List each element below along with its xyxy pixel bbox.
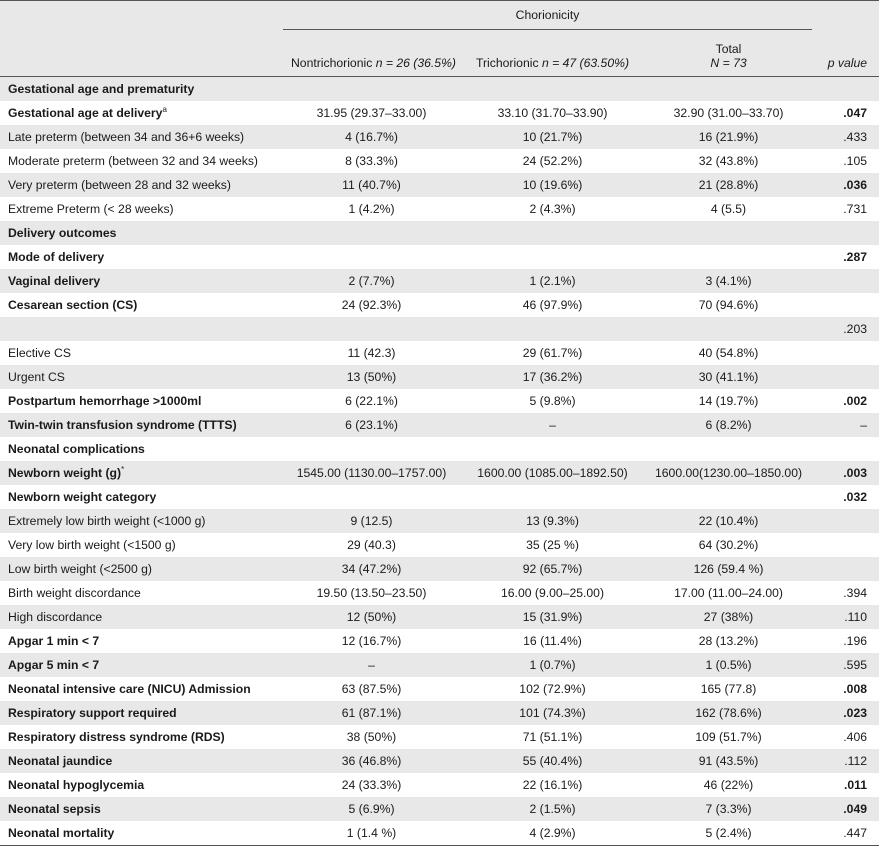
cell-pvalue: .003	[812, 461, 879, 485]
cell-nontrichorionic: 19.50 (13.50–23.50)	[316, 586, 427, 600]
cell-total: 6 (8.2%)	[645, 413, 812, 437]
row-label	[0, 77, 283, 102]
header-empty-cell	[0, 30, 283, 77]
row-label	[0, 413, 283, 437]
footnote-marker: a	[162, 105, 167, 115]
cell-total	[645, 485, 812, 509]
row-label-text: Gestational age at delivery	[8, 106, 163, 121]
row-label	[0, 821, 283, 846]
cell-pvalue: –	[812, 413, 879, 437]
cell-nontrichorionic: 2 (7.7%)	[283, 269, 460, 293]
cell-pvalue: .002	[843, 394, 868, 408]
row-label	[0, 749, 283, 773]
cell-nontrichorionic: 12 (16.7%)	[341, 634, 402, 648]
row-label-text: Newborn weight (g)	[8, 466, 122, 481]
row-label	[0, 509, 283, 533]
cell-trichorionic: 16.00 (9.00–25.00)	[501, 586, 604, 600]
col-trichorionic-n: n = 47 (63.50%)	[541, 56, 629, 70]
row-label	[0, 389, 283, 413]
col-trichorionic-label: Trichorionic	[476, 56, 539, 70]
row-label	[0, 437, 283, 461]
cell-trichorionic: 29 (61.7%)	[522, 346, 583, 360]
cell-total: 109 (51.7%)	[695, 730, 762, 744]
row-label-text: Apgar 5 min < 7	[8, 658, 100, 672]
table-row	[0, 701, 879, 725]
cell-nontrichorionic: 9 (12.5)	[283, 509, 460, 533]
cell-trichorionic	[460, 245, 645, 269]
cell-nontrichorionic: 1 (4.2%)	[348, 202, 395, 216]
cell-pvalue	[812, 557, 879, 581]
table-row	[0, 173, 879, 197]
header-empty-cell	[0, 1, 283, 30]
cell-nontrichorionic: 24 (33.3%)	[341, 778, 402, 792]
cell-trichorionic: 1 (0.7%)	[460, 653, 645, 677]
cell-total: 32.90 (31.00–33.70)	[673, 106, 784, 120]
table-row	[0, 821, 879, 846]
cell-nontrichorionic	[283, 221, 460, 245]
row-label-text: Apgar 1 min < 7	[8, 634, 100, 648]
row-label	[0, 725, 283, 749]
cell-nontrichorionic: 11 (40.7%)	[283, 173, 460, 197]
cell-pvalue: .196	[843, 634, 868, 648]
cell-pvalue	[812, 509, 879, 533]
col-nontrichorionic-label: Nontrichorionic	[291, 56, 373, 70]
cell-nontrichorionic: 13 (50%)	[283, 365, 460, 389]
table-row	[0, 725, 879, 749]
table-row	[0, 269, 879, 293]
table-row	[0, 533, 879, 557]
row-label	[0, 341, 283, 365]
cell-trichorionic	[460, 437, 645, 461]
row-label-text: Neonatal intensive care (NICU) Admission	[8, 682, 251, 696]
cell-nontrichorionic: 4 (16.7%)	[283, 125, 460, 149]
cell-trichorionic	[460, 77, 645, 102]
table-row	[0, 341, 879, 365]
cell-nontrichorionic: 31.95 (29.37–33.00)	[316, 106, 427, 120]
cell-pvalue	[812, 341, 879, 365]
cell-pvalue: .011	[843, 778, 868, 792]
cell-pvalue: .287	[843, 250, 868, 264]
row-label	[0, 797, 283, 821]
table-row	[0, 797, 879, 821]
row-label-text: Very low birth weight (<1500 g)	[8, 538, 176, 552]
cell-nontrichorionic	[283, 485, 460, 509]
table-row	[0, 221, 879, 245]
cell-pvalue: .731	[843, 202, 868, 216]
cell-pvalue: .036	[812, 173, 879, 197]
row-label	[0, 557, 283, 581]
footnote-marker: *	[121, 465, 125, 475]
cell-trichorionic: 33.10 (31.70–33.90)	[497, 106, 608, 120]
cell-total: 162 (78.6%)	[645, 701, 812, 725]
header-row-top	[0, 1, 879, 30]
cell-total: 165 (77.8)	[700, 682, 757, 696]
row-label	[0, 701, 283, 725]
cell-nontrichorionic	[283, 437, 460, 461]
cell-trichorionic: 10 (21.7%)	[460, 125, 645, 149]
table-body	[0, 77, 879, 846]
cell-pvalue: .433	[812, 125, 879, 149]
table-row	[0, 461, 879, 485]
row-label-text: Low birth weight (<2500 g)	[8, 562, 152, 576]
table-row	[0, 509, 879, 533]
row-label	[0, 365, 283, 389]
col-nontrichorionic-header	[283, 30, 460, 77]
cell-nontrichorionic: 63 (87.5%)	[341, 682, 402, 696]
cell-total: 28 (13.2%)	[698, 634, 759, 648]
row-label	[0, 629, 283, 653]
cell-total: 32 (43.8%)	[698, 154, 759, 168]
cell-nontrichorionic: 61 (87.1%)	[283, 701, 460, 725]
row-label-text: Neonatal sepsis	[8, 802, 101, 816]
cell-pvalue	[812, 221, 879, 245]
table-row	[0, 101, 879, 125]
cell-pvalue: .595	[812, 653, 879, 677]
cell-trichorionic: 13 (9.3%)	[460, 509, 645, 533]
row-label	[0, 677, 283, 701]
cell-total	[645, 245, 812, 269]
cell-trichorionic: 16 (11.4%)	[523, 634, 582, 648]
row-label	[0, 197, 283, 221]
row-label	[0, 269, 283, 293]
row-label-text: Neonatal hypoglycemia	[8, 778, 145, 792]
row-label	[0, 125, 283, 149]
cell-total: 5 (2.4%)	[645, 821, 812, 846]
table-row	[0, 629, 879, 653]
cell-total: 126 (59.4 %)	[645, 557, 812, 581]
cell-nontrichorionic: 12 (50%)	[283, 605, 460, 629]
table-row	[0, 605, 879, 629]
cell-nontrichorionic: 38 (50%)	[346, 730, 397, 744]
cell-nontrichorionic: 29 (40.3)	[347, 538, 396, 552]
col-total-label: Total	[715, 42, 742, 56]
cell-trichorionic: 2 (1.5%)	[460, 797, 645, 821]
row-label	[0, 461, 283, 485]
row-label	[0, 773, 283, 797]
cell-nontrichorionic: 8 (33.3%)	[345, 154, 398, 168]
cell-nontrichorionic: 6 (22.1%)	[345, 394, 398, 408]
cell-total: 14 (19.7%)	[698, 394, 759, 408]
cell-pvalue: .008	[843, 682, 868, 696]
cell-nontrichorionic: 1545.00 (1130.00–1757.00)	[283, 461, 460, 485]
cell-total	[645, 77, 812, 102]
cell-trichorionic: 55 (40.4%)	[460, 749, 645, 773]
cell-total: 4 (5.5)	[710, 202, 747, 216]
cell-total: 1600.00(1230.00–1850.00)	[645, 461, 812, 485]
table-row	[0, 677, 879, 701]
cell-total: 16 (21.9%)	[645, 125, 812, 149]
row-label	[0, 533, 283, 557]
row-label-text: Gestational age and prematurity	[8, 82, 195, 96]
row-label	[0, 245, 283, 269]
table-row	[0, 413, 879, 437]
row-label	[0, 149, 283, 173]
table-row	[0, 197, 879, 221]
row-label-text: Vaginal delivery	[8, 274, 101, 288]
cell-trichorionic: 2 (4.3%)	[529, 202, 576, 216]
cell-trichorionic: 4 (2.9%)	[460, 821, 645, 846]
row-label	[0, 605, 283, 629]
cell-nontrichorionic: 5 (6.9%)	[283, 797, 460, 821]
cell-total	[645, 221, 812, 245]
cell-pvalue	[812, 365, 879, 389]
cell-total: 1 (0.5%)	[645, 653, 812, 677]
row-label-text: Extremely low birth weight (<1000 g)	[8, 514, 206, 528]
cell-total	[645, 437, 812, 461]
cell-trichorionic: 1 (2.1%)	[460, 269, 645, 293]
cell-trichorionic: 24 (52.2%)	[522, 154, 583, 168]
col-total-header	[645, 30, 812, 77]
table-row	[0, 557, 879, 581]
cell-trichorionic: 17 (36.2%)	[460, 365, 645, 389]
row-label-text: Mode of delivery	[8, 250, 105, 264]
row-label-text: Cesarean section (CS)	[8, 298, 138, 312]
row-label-text: Postpartum hemorrhage >1000ml	[8, 394, 202, 408]
cell-total: 91 (43.5%)	[645, 749, 812, 773]
cell-trichorionic: 46 (97.9%)	[522, 298, 583, 312]
cell-nontrichorionic	[283, 245, 460, 269]
cell-nontrichorionic	[283, 77, 460, 102]
row-label	[0, 317, 283, 341]
row-label-text: Elective CS	[8, 346, 71, 360]
cell-total: 17.00 (11.00–24.00)	[674, 586, 783, 600]
cell-nontrichorionic: 6 (23.1%)	[283, 413, 460, 437]
col-nontrichorionic-n: n = 26 (36.5%)	[375, 56, 456, 70]
col-trichorionic-header	[460, 30, 645, 77]
row-label-text: Newborn weight category	[8, 490, 157, 504]
header-row-columns	[0, 30, 879, 77]
cell-trichorionic	[460, 485, 645, 509]
cell-total: 70 (94.6%)	[698, 298, 759, 312]
cell-trichorionic: 1600.00 (1085.00–1892.50)	[460, 461, 645, 485]
table-row	[0, 485, 879, 509]
cell-pvalue: .110	[812, 605, 879, 629]
cell-total	[645, 317, 812, 341]
cell-total: 22 (10.4%)	[645, 509, 812, 533]
cell-total: 40 (54.8%)	[698, 346, 759, 360]
row-label-text: Moderate preterm (between 32 and 34 weeks)	[8, 154, 258, 168]
table-row	[0, 365, 879, 389]
cell-pvalue: .032	[843, 490, 868, 504]
col-pvalue-header: p value	[812, 30, 879, 77]
table-row	[0, 149, 879, 173]
cell-trichorionic: 5 (9.8%)	[529, 394, 576, 408]
cell-trichorionic	[460, 221, 645, 245]
table-row	[0, 245, 879, 269]
cell-pvalue: .394	[843, 586, 868, 600]
row-label-text: Neonatal jaundice	[8, 754, 113, 768]
row-label	[0, 293, 283, 317]
row-label-text: Respiratory support required	[8, 706, 177, 720]
chorionicity-header: Chorionicity	[283, 1, 812, 30]
cell-pvalue	[812, 269, 879, 293]
cell-total: 27 (38%)	[645, 605, 812, 629]
cell-pvalue: .112	[812, 749, 879, 773]
cell-trichorionic	[460, 317, 645, 341]
cell-pvalue	[812, 533, 879, 557]
row-label-text: Extreme Preterm (< 28 weeks)	[8, 202, 174, 216]
table-row	[0, 317, 879, 341]
cell-total: 64 (30.2%)	[698, 538, 759, 552]
table-row	[0, 773, 879, 797]
table-row	[0, 125, 879, 149]
row-label-text: Respiratory distress syndrome (RDS)	[8, 730, 225, 744]
cell-total: 7 (3.3%)	[645, 797, 812, 821]
cell-trichorionic: 71 (51.1%)	[522, 730, 583, 744]
cell-pvalue: .049	[812, 797, 879, 821]
cell-nontrichorionic: 36 (46.8%)	[283, 749, 460, 773]
table-row	[0, 437, 879, 461]
cell-nontrichorionic	[283, 317, 460, 341]
cell-nontrichorionic: 1 (1.4 %)	[283, 821, 460, 846]
row-label	[0, 581, 283, 605]
row-label-text: Birth weight discordance	[8, 586, 141, 600]
table-row	[0, 653, 879, 677]
cell-pvalue	[812, 437, 879, 461]
cell-total: 30 (41.1%)	[645, 365, 812, 389]
table-row	[0, 581, 879, 605]
row-label-text: Neonatal mortality	[8, 826, 115, 840]
cell-trichorionic: 35 (25 %)	[526, 538, 579, 552]
table-row	[0, 293, 879, 317]
cell-pvalue: .447	[812, 821, 879, 846]
row-label-text: Twin-twin transfusion syndrome (TTTS)	[8, 418, 237, 432]
cell-total: 3 (4.1%)	[645, 269, 812, 293]
cell-pvalue	[812, 77, 879, 102]
cell-trichorionic: 101 (74.3%)	[460, 701, 645, 725]
cell-pvalue: .023	[812, 701, 879, 725]
cell-pvalue: .406	[843, 730, 868, 744]
cell-trichorionic: 10 (19.6%)	[460, 173, 645, 197]
cell-pvalue: .203	[812, 317, 879, 341]
cell-pvalue	[812, 293, 879, 317]
row-label	[0, 485, 283, 509]
cell-total: 21 (28.8%)	[645, 173, 812, 197]
row-label-text: Urgent CS	[8, 370, 65, 384]
cell-nontrichorionic: 24 (92.3%)	[341, 298, 402, 312]
row-label	[0, 221, 283, 245]
cell-pvalue: .105	[843, 154, 868, 168]
cell-pvalue: .047	[843, 106, 868, 120]
row-label-text: High discordance	[8, 610, 103, 624]
cell-trichorionic: 22 (16.1%)	[522, 778, 583, 792]
header-empty-cell	[812, 1, 879, 30]
table-row	[0, 749, 879, 773]
table-row	[0, 77, 879, 102]
cell-trichorionic: 102 (72.9%)	[519, 682, 586, 696]
row-label-text: Neonatal complications	[8, 442, 145, 456]
col-total-n: N = 73	[710, 56, 747, 70]
cell-trichorionic: 92 (65.7%)	[460, 557, 645, 581]
cell-nontrichorionic: –	[283, 653, 460, 677]
row-label	[0, 173, 283, 197]
cell-trichorionic: –	[460, 413, 645, 437]
cell-nontrichorionic: 11 (42.3)	[347, 346, 396, 360]
cell-nontrichorionic: 34 (47.2%)	[283, 557, 460, 581]
cell-total: 46 (22%)	[703, 778, 754, 792]
row-label-text: Delivery outcomes	[8, 226, 117, 240]
row-label	[0, 101, 283, 125]
row-label-text: Very preterm (between 28 and 32 weeks)	[8, 178, 231, 192]
table-row	[0, 389, 879, 413]
row-label	[0, 653, 283, 677]
row-label-text: Late preterm (between 34 and 36+6 weeks)	[8, 130, 245, 144]
cell-trichorionic: 15 (31.9%)	[460, 605, 645, 629]
